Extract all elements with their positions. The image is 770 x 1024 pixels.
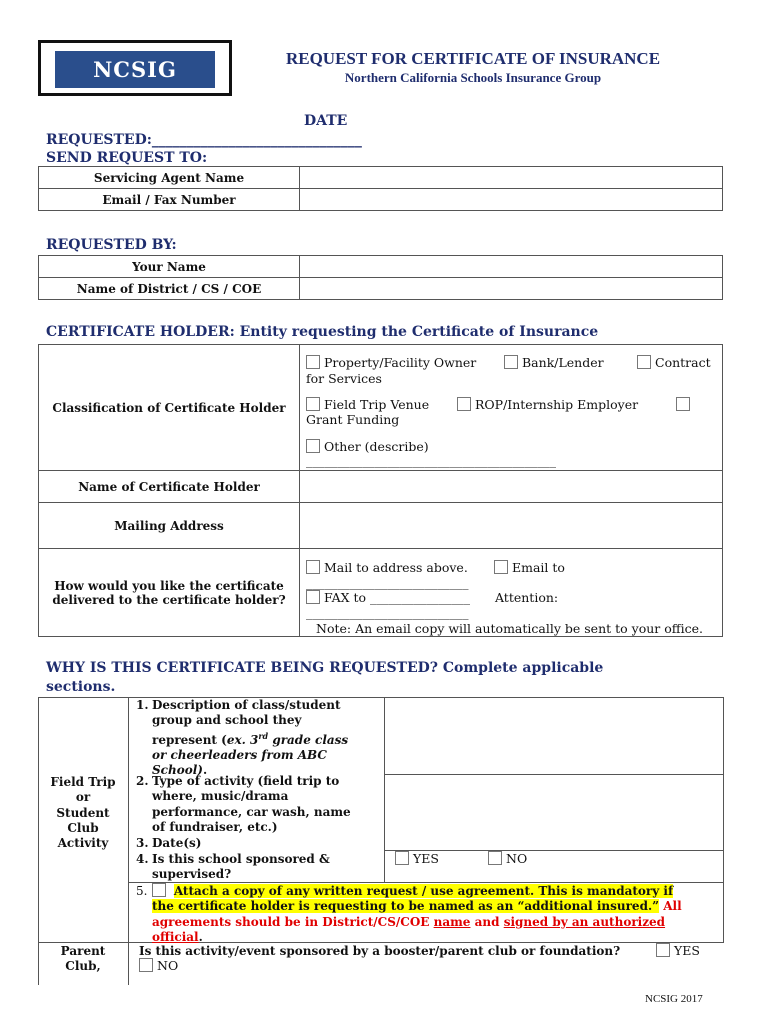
attention-label: Attention: — [495, 590, 559, 605]
q5-highlight-2: the certificate holder is requesting to be named as an “additional insured.” — [152, 899, 660, 914]
checkbox-bank-lender[interactable] — [504, 355, 518, 369]
q1-line-b: group and school they — [152, 713, 302, 728]
checkbox-rop-internship[interactable] — [457, 397, 471, 411]
checkbox-parent-yes[interactable] — [656, 943, 670, 957]
district-input[interactable] — [300, 278, 723, 300]
other-label: Other (describe) — [324, 439, 429, 454]
q4-no-option[interactable] — [488, 851, 527, 867]
mail-label: Mail to address above. — [324, 560, 468, 575]
grant-funding-label: Grant Funding — [306, 412, 400, 427]
field-trip-venue-label: Field Trip Venue — [324, 397, 430, 412]
attention-line[interactable]: __________________________ — [306, 605, 469, 620]
q2-num: 2. — [136, 774, 149, 788]
contract-label: Contract — [655, 355, 711, 370]
checkbox-q4-yes[interactable] — [395, 851, 409, 865]
servicing-agent-label: Servicing Agent Name — [39, 167, 300, 189]
date-label: DATE — [304, 113, 348, 129]
district-label: Name of District / CS / COE — [39, 278, 300, 300]
field-trip-label — [40, 775, 126, 851]
logo-frame — [38, 40, 232, 96]
send-request-heading: SEND REQUEST TO: — [46, 150, 208, 166]
parent-yes-option[interactable] — [656, 943, 700, 959]
why-heading-line1: WHY IS THIS CERTIFICATE BEING REQUESTED? Complete applicable — [46, 660, 604, 676]
checkbox-mail[interactable] — [306, 560, 320, 574]
mailing-address-label: Mailing Address — [39, 503, 300, 549]
parent-club-label — [40, 944, 126, 975]
q5-red-official: official — [152, 929, 199, 944]
form-subtitle: Northern California Schools Insurance Group — [344, 70, 602, 85]
q2-line-d: of fundraiser, etc.) — [152, 819, 278, 834]
q1-input[interactable] — [385, 698, 723, 774]
q1-line-a: Description of class/student — [152, 698, 341, 712]
option-email[interactable] — [494, 560, 565, 576]
q1-line-e-end: . — [202, 763, 208, 778]
holder-name-label: Name of Certificate Holder — [39, 471, 300, 503]
q5-red-1: All — [659, 899, 682, 914]
q4-num: 4. — [136, 852, 149, 866]
checkbox-fax[interactable] — [306, 590, 320, 604]
checkbox-property-owner[interactable] — [306, 355, 320, 369]
q4-line-b: supervised? — [152, 867, 232, 882]
q5-red-signed: signed by an authorized — [503, 914, 666, 929]
your-name-input[interactable] — [300, 256, 723, 278]
parent-no-option[interactable] — [139, 958, 178, 974]
parent-label-2: Club, — [65, 959, 101, 974]
q5-highlight-1: Attach a copy of any written request / use agreement. This is mandatory if — [173, 884, 674, 898]
q1-num: 1. — [136, 698, 149, 712]
field-trip-label-2: or — [75, 790, 91, 805]
email-fax-input[interactable] — [300, 189, 723, 211]
q4-yes-label: YES — [413, 851, 439, 866]
servicing-agent-input[interactable] — [300, 167, 723, 189]
option-mail[interactable] — [306, 560, 468, 576]
option-contract[interactable] — [637, 355, 711, 371]
q1-line-e-ital: School) — [152, 763, 203, 778]
field-trip-label-5: Activity — [57, 836, 109, 851]
checkbox-q5[interactable] — [152, 883, 166, 897]
parent-no-label: NO — [157, 958, 179, 973]
q3-text: Date(s) — [152, 836, 202, 850]
q4-no-label: NO — [506, 851, 528, 866]
q5-red-name: name — [433, 914, 471, 929]
delivery-label — [39, 549, 300, 637]
why-table-left-bottom — [38, 942, 39, 985]
ncsig-logo: NCSIG — [55, 51, 215, 88]
requested-by-table — [38, 255, 723, 300]
email-to-line[interactable]: __________________________ — [306, 575, 469, 590]
why-heading-line2: sections. — [46, 679, 116, 695]
checkbox-grant-funding[interactable] — [676, 397, 690, 411]
option-rop-internship[interactable] — [457, 397, 638, 413]
holder-name-input[interactable] — [300, 471, 723, 503]
mailing-address-input[interactable] — [300, 503, 723, 549]
property-owner-line2: for Services — [306, 371, 382, 386]
field-trip-label-4: Club — [67, 820, 99, 835]
q2-line-b: where, music/drama — [152, 789, 289, 804]
send-request-table — [38, 166, 723, 211]
q3-num: 3. — [136, 836, 149, 850]
q1-line-c — [152, 729, 348, 748]
option-grant-funding[interactable] — [676, 397, 694, 413]
checkbox-other[interactable] — [306, 439, 320, 453]
q5-num: 5. — [136, 884, 148, 898]
rop-internship-label: ROP/Internship Employer — [475, 397, 639, 412]
q2-input[interactable] — [385, 775, 723, 850]
parent-label-1: Parent — [60, 944, 106, 958]
checkbox-contract[interactable] — [637, 355, 651, 369]
email-label: Email to — [512, 560, 565, 575]
q1-line-c-sup: rd — [258, 730, 269, 741]
q4-line-a: Is this school sponsored & — [152, 852, 330, 866]
form-title: REQUEST FOR CERTIFICATE OF INSURANCE — [285, 49, 661, 68]
delivery-label-line1: How would you like the certificate — [54, 578, 284, 593]
checkbox-parent-no[interactable] — [139, 958, 153, 972]
q4-yes-option[interactable] — [395, 851, 439, 867]
q1-line-c-text: represent ( — [152, 732, 227, 747]
email-copy-note: Note: An email copy will automatically be sent to your office. — [316, 621, 703, 636]
date-requested-field[interactable]: REQUESTED:______________________________ — [46, 132, 362, 148]
q1-line-c-ital: ex. 3 — [226, 732, 259, 747]
option-fax[interactable] — [306, 590, 470, 606]
field-trip-label-3: Student — [56, 805, 110, 820]
certificate-holder-heading: CERTIFICATE HOLDER: Entity requesting the Certificate of Insurance — [46, 324, 599, 340]
classification-label: Classification of Certificate Holder — [39, 345, 300, 471]
q2-line-a: Type of activity (field trip to — [152, 774, 340, 788]
q5-end: . — [198, 929, 203, 944]
parent-club-question: Is this activity/event sponsored by a booster/parent club or foundation? — [139, 944, 621, 958]
checkbox-field-trip-venue[interactable] — [306, 397, 320, 411]
checkbox-email[interactable] — [494, 560, 508, 574]
option-bank-lender[interactable] — [504, 355, 604, 371]
delivery-label-line2: delivered to the certificate holder? — [52, 592, 286, 607]
option-property-owner[interactable] — [306, 355, 476, 371]
parent-yes-label: YES — [674, 943, 700, 958]
q5-red-and: and — [470, 914, 504, 929]
email-fax-label: Email / Fax Number — [39, 189, 300, 211]
q5-red-2: agreements should be in District/CS/COE — [152, 914, 434, 929]
q2-line-c: performance, car wash, name — [152, 804, 351, 819]
fax-label: FAX to ________________ — [324, 590, 471, 605]
other-describe-line[interactable]: ________________________________________ — [306, 453, 556, 468]
q1-line-c-ital2: grade class — [268, 732, 349, 747]
your-name-label: Your Name — [39, 256, 300, 278]
field-trip-label-1: Field Trip — [50, 775, 116, 789]
property-owner-label: Property/Facility Owner — [324, 355, 477, 370]
footer-version: NCSIG 2017 — [645, 993, 703, 1005]
bank-lender-label: Bank/Lender — [522, 355, 604, 370]
q1-line-d: or cheerleaders from ABC — [152, 747, 327, 762]
requested-by-heading: REQUESTED BY: — [46, 237, 177, 253]
option-field-trip-venue[interactable] — [306, 397, 429, 413]
checkbox-q4-no[interactable] — [488, 851, 502, 865]
question-5 — [136, 883, 682, 945]
